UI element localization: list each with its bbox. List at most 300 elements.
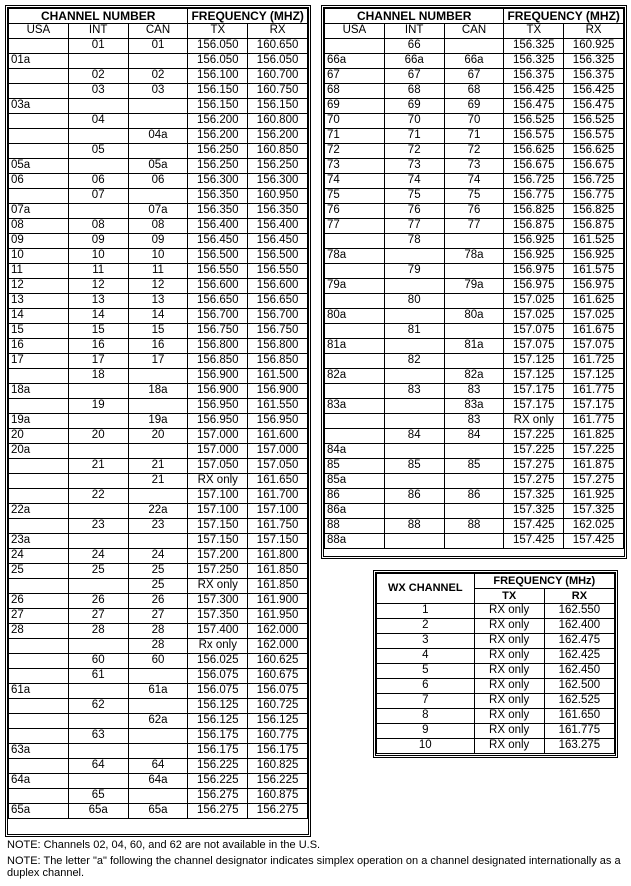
- table-cell: 161.700: [248, 489, 308, 504]
- table-cell: 162.500: [544, 679, 614, 694]
- table-row: [9, 519, 308, 534]
- col-int: INT: [68, 24, 128, 39]
- table-row: [377, 619, 615, 634]
- table-cell: 157.000: [248, 444, 308, 459]
- table-cell: 156.900: [188, 384, 248, 399]
- table-cell: 11: [9, 264, 69, 279]
- table-cell: [68, 99, 128, 114]
- table-cell: RX only: [474, 739, 544, 754]
- table-cell: 157.250: [188, 564, 248, 579]
- table-cell: RX only: [474, 664, 544, 679]
- table-cell: 161.775: [564, 414, 624, 429]
- table-cell: 156.850: [188, 354, 248, 369]
- table-cell: 23a: [9, 534, 69, 549]
- channel-rows: [9, 39, 308, 819]
- table-cell: 156.225: [248, 774, 308, 789]
- table-cell: 156.950: [188, 414, 248, 429]
- table-cell: 73: [384, 159, 444, 174]
- table-cell: 157.125: [564, 369, 624, 384]
- table-row: [9, 54, 308, 69]
- table-cell: 157.175: [504, 399, 564, 414]
- table-cell: 01: [128, 39, 188, 54]
- table-cell: 65a: [68, 804, 128, 819]
- table-row: [9, 354, 308, 369]
- table-cell: 25: [128, 564, 188, 579]
- table-row: [9, 624, 308, 639]
- table-cell: 156.550: [188, 264, 248, 279]
- table-row: [325, 264, 624, 279]
- table-cell: 69: [325, 99, 385, 114]
- table-cell: 88a: [325, 534, 385, 549]
- table-cell: 22a: [128, 504, 188, 519]
- table-cell: 156.200: [248, 129, 308, 144]
- table-cell: 156.725: [504, 174, 564, 189]
- table-cell: 19a: [9, 414, 69, 429]
- table-cell: 69: [444, 99, 504, 114]
- table-cell: [68, 639, 128, 654]
- table-row: [9, 699, 308, 714]
- table-cell: 156.450: [248, 234, 308, 249]
- table-row: [325, 399, 624, 414]
- table-cell: 156.575: [564, 129, 624, 144]
- table-row: [325, 54, 624, 69]
- table-cell: 157.000: [188, 429, 248, 444]
- table-cell: 157.000: [188, 444, 248, 459]
- table-cell: [128, 99, 188, 114]
- table-cell: 07a: [9, 204, 69, 219]
- table-cell: 7: [377, 694, 475, 709]
- table-cell: 61a: [128, 684, 188, 699]
- table-cell: 80a: [325, 309, 385, 324]
- table-cell: 78a: [325, 249, 385, 264]
- table-cell: 156.375: [504, 69, 564, 84]
- table-cell: 160.650: [248, 39, 308, 54]
- table-cell: 161.575: [564, 264, 624, 279]
- table-cell: [444, 474, 504, 489]
- table-cell: [9, 189, 69, 204]
- table-cell: 20: [68, 429, 128, 444]
- table-cell: 161.950: [248, 609, 308, 624]
- table-cell: 156.700: [248, 309, 308, 324]
- table-cell: 156.125: [188, 699, 248, 714]
- table-cell: 83: [444, 384, 504, 399]
- table-cell: [384, 309, 444, 324]
- table-cell: 160.950: [248, 189, 308, 204]
- table-cell: 157.100: [188, 504, 248, 519]
- table-cell: 3: [377, 634, 475, 649]
- table-cell: 05: [68, 144, 128, 159]
- table-cell: 01: [68, 39, 128, 54]
- table-cell: 156.275: [248, 804, 308, 819]
- table-cell: [128, 114, 188, 129]
- table-cell: [68, 414, 128, 429]
- table-cell: Rx only: [188, 639, 248, 654]
- table-cell: 156.425: [504, 84, 564, 99]
- table-cell: 70: [384, 114, 444, 129]
- wx-channel-table: [373, 570, 618, 758]
- table-cell: 66a: [384, 54, 444, 69]
- table-cell: 156.500: [188, 249, 248, 264]
- table-cell: 160.925: [564, 39, 624, 54]
- table-cell: 86: [384, 489, 444, 504]
- table-cell: [9, 654, 69, 669]
- table-cell: [128, 489, 188, 504]
- table-row: [325, 189, 624, 204]
- table-cell: 156.250: [188, 159, 248, 174]
- table-cell: 156.700: [188, 309, 248, 324]
- table-cell: [68, 444, 128, 459]
- table-row: [9, 549, 308, 564]
- table-cell: 162.550: [544, 604, 614, 619]
- table-cell: 157.025: [504, 294, 564, 309]
- table-row: [325, 174, 624, 189]
- table-cell: [68, 384, 128, 399]
- table-cell: [128, 399, 188, 414]
- table-cell: [68, 159, 128, 174]
- table-cell: 88: [325, 519, 385, 534]
- table-cell: 83a: [325, 399, 385, 414]
- table-row: [325, 144, 624, 159]
- table-cell: [325, 324, 385, 339]
- wx-table: [376, 573, 615, 754]
- table-cell: 156.400: [188, 219, 248, 234]
- table-cell: 24: [68, 549, 128, 564]
- table-cell: 27: [68, 609, 128, 624]
- table-cell: 157.275: [504, 459, 564, 474]
- table-cell: 66a: [325, 54, 385, 69]
- col-int: INT: [384, 24, 444, 39]
- wx-col-tx: TX: [474, 589, 544, 604]
- table-row: [9, 534, 308, 549]
- table-cell: 24: [9, 549, 69, 564]
- table-cell: [325, 39, 385, 54]
- table-row: [9, 414, 308, 429]
- table-cell: 156.050: [188, 39, 248, 54]
- table-cell: 02: [128, 69, 188, 84]
- table-cell: 156.825: [504, 204, 564, 219]
- table-cell: [9, 129, 69, 144]
- table-cell: 81: [384, 324, 444, 339]
- table-cell: 156.575: [504, 129, 564, 144]
- table-cell: 06: [9, 174, 69, 189]
- table-cell: 76: [384, 204, 444, 219]
- table-row: [325, 519, 624, 534]
- table-cell: 68: [444, 84, 504, 99]
- table-cell: [9, 399, 69, 414]
- table-cell: RX only: [474, 649, 544, 664]
- table-row: [9, 234, 308, 249]
- table-row: [325, 219, 624, 234]
- table-cell: 156.125: [248, 714, 308, 729]
- table-cell: 27: [128, 609, 188, 624]
- table-cell: 88: [444, 519, 504, 534]
- table-cell: 156.950: [188, 399, 248, 414]
- channel-number-header: CHANNEL NUMBER: [9, 9, 188, 24]
- table-cell: 08: [9, 219, 69, 234]
- table-cell: 75: [444, 189, 504, 204]
- table-cell: 66a: [444, 54, 504, 69]
- table-row: [325, 279, 624, 294]
- table-cell: 15: [128, 324, 188, 339]
- table-cell: 161.650: [544, 709, 614, 724]
- table-row: [377, 709, 615, 724]
- table-cell: 86: [325, 489, 385, 504]
- table-cell: 156.650: [188, 294, 248, 309]
- table-cell: 20: [9, 429, 69, 444]
- table-row: [377, 739, 615, 754]
- table-row: [325, 444, 624, 459]
- table-cell: 161.600: [248, 429, 308, 444]
- table-cell: 156.350: [248, 204, 308, 219]
- table-cell: 156.275: [188, 804, 248, 819]
- table-cell: 14: [128, 309, 188, 324]
- table-cell: 60: [128, 654, 188, 669]
- table-row: [377, 694, 615, 709]
- table-cell: 156.150: [248, 99, 308, 114]
- table-cell: 162.450: [544, 664, 614, 679]
- table-cell: 162.400: [544, 619, 614, 634]
- table-cell: 61: [68, 669, 128, 684]
- table-row: [9, 309, 308, 324]
- table-cell: [325, 264, 385, 279]
- table-cell: 10: [128, 249, 188, 264]
- table-cell: 157.175: [564, 399, 624, 414]
- table-cell: 10: [377, 739, 475, 754]
- table-cell: [128, 669, 188, 684]
- table-cell: 03: [68, 84, 128, 99]
- table-cell: 13: [68, 294, 128, 309]
- table-cell: 156.400: [248, 219, 308, 234]
- table-cell: 160.800: [248, 114, 308, 129]
- table-cell: 13: [128, 294, 188, 309]
- table-cell: [128, 144, 188, 159]
- table-cell: [384, 399, 444, 414]
- table-cell: [68, 54, 128, 69]
- table-cell: [9, 39, 69, 54]
- table-cell: [9, 699, 69, 714]
- table-cell: 156.525: [564, 114, 624, 129]
- table-cell: 157.150: [248, 534, 308, 549]
- table-cell: [444, 264, 504, 279]
- column-header-row: [325, 24, 624, 39]
- table-cell: 81a: [325, 339, 385, 354]
- table-row: [9, 99, 308, 114]
- table-cell: 70: [444, 114, 504, 129]
- table-cell: 67: [444, 69, 504, 84]
- table-cell: 11: [68, 264, 128, 279]
- table-cell: RX only: [188, 474, 248, 489]
- table-cell: [444, 504, 504, 519]
- table-row: [9, 579, 308, 594]
- table-cell: 12: [9, 279, 69, 294]
- table-cell: 157.025: [504, 309, 564, 324]
- table-cell: 157.325: [504, 489, 564, 504]
- table-row: [325, 474, 624, 489]
- table-cell: [128, 189, 188, 204]
- channel-table: [324, 8, 624, 549]
- table-cell: [384, 474, 444, 489]
- table-cell: 156.775: [504, 189, 564, 204]
- table-cell: 86: [444, 489, 504, 504]
- table-cell: [68, 129, 128, 144]
- table-cell: 71: [325, 129, 385, 144]
- table-cell: 24: [128, 549, 188, 564]
- table-cell: 1: [377, 604, 475, 619]
- table-cell: 76: [325, 204, 385, 219]
- table-row: [325, 159, 624, 174]
- table-cell: [9, 114, 69, 129]
- table-row: [325, 504, 624, 519]
- table-cell: [384, 279, 444, 294]
- table-cell: 26: [9, 594, 69, 609]
- table-cell: [444, 234, 504, 249]
- table-row: [325, 99, 624, 114]
- table-row: [9, 744, 308, 759]
- table-cell: 157.125: [504, 369, 564, 384]
- col-rx: RX: [248, 24, 308, 39]
- table-cell: 156.350: [188, 204, 248, 219]
- table-cell: 161.775: [544, 724, 614, 739]
- table-cell: 65a: [128, 804, 188, 819]
- table-cell: 17: [128, 354, 188, 369]
- col-usa: USA: [325, 24, 385, 39]
- table-cell: 25: [128, 579, 188, 594]
- table-cell: 157.425: [504, 534, 564, 549]
- group-header-row: [9, 9, 308, 24]
- table-cell: 12: [68, 279, 128, 294]
- table-cell: 156.600: [248, 279, 308, 294]
- table-row: [325, 294, 624, 309]
- table-cell: 07a: [128, 204, 188, 219]
- table-cell: 77: [384, 219, 444, 234]
- table-cell: [128, 699, 188, 714]
- table-cell: 17: [68, 354, 128, 369]
- table-cell: 05a: [9, 159, 69, 174]
- table-cell: [325, 294, 385, 309]
- table-cell: 61a: [9, 684, 69, 699]
- table-cell: 04: [68, 114, 128, 129]
- table-row: [325, 129, 624, 144]
- table-cell: 80: [384, 294, 444, 309]
- table-cell: 162.425: [544, 649, 614, 664]
- table-cell: 85a: [325, 474, 385, 489]
- table-cell: 157.275: [504, 474, 564, 489]
- table-cell: 163.275: [544, 739, 614, 754]
- table-cell: 156.675: [564, 159, 624, 174]
- table-cell: 72: [384, 144, 444, 159]
- table-cell: 72: [444, 144, 504, 159]
- table-cell: 19: [68, 399, 128, 414]
- table-cell: 75: [325, 189, 385, 204]
- table-cell: 157.300: [188, 594, 248, 609]
- table-cell: 162.475: [544, 634, 614, 649]
- table-cell: 156.625: [504, 144, 564, 159]
- table-cell: 23: [128, 519, 188, 534]
- table-cell: 75: [384, 189, 444, 204]
- table-cell: [68, 474, 128, 489]
- table-cell: 156.925: [564, 249, 624, 264]
- table-cell: 156.050: [188, 54, 248, 69]
- table-cell: 02: [68, 69, 128, 84]
- table-row: [9, 339, 308, 354]
- table-row: [9, 609, 308, 624]
- table-cell: [325, 384, 385, 399]
- table-cell: [128, 534, 188, 549]
- table-cell: 161.675: [564, 324, 624, 339]
- table-cell: 156.325: [504, 39, 564, 54]
- table-cell: 23: [68, 519, 128, 534]
- table-cell: 156.800: [188, 339, 248, 354]
- table-row: [325, 354, 624, 369]
- table-cell: 73: [444, 159, 504, 174]
- table-cell: 16: [128, 339, 188, 354]
- table-cell: 76: [444, 204, 504, 219]
- channel-table-left: [5, 5, 311, 837]
- col-tx: TX: [188, 24, 248, 39]
- table-row: [9, 39, 308, 54]
- table-cell: 156.175: [248, 744, 308, 759]
- table-cell: 88: [384, 519, 444, 534]
- table-cell: 160.875: [248, 789, 308, 804]
- table-row: [377, 664, 615, 679]
- table-row: [325, 369, 624, 384]
- table-cell: 62a: [128, 714, 188, 729]
- table-cell: 21: [128, 459, 188, 474]
- table-row: [9, 444, 308, 459]
- table-cell: RX only: [474, 634, 544, 649]
- table-cell: 71: [384, 129, 444, 144]
- table-cell: 160.725: [248, 699, 308, 714]
- table-cell: [9, 459, 69, 474]
- table-cell: 69: [384, 99, 444, 114]
- table-row: [9, 459, 308, 474]
- table-cell: 156.125: [188, 714, 248, 729]
- table-cell: 67: [384, 69, 444, 84]
- table-row: [9, 474, 308, 489]
- table-row: [9, 759, 308, 774]
- table-cell: [9, 759, 69, 774]
- table-cell: 161.775: [564, 384, 624, 399]
- table-cell: 157.225: [504, 429, 564, 444]
- table-cell: 156.600: [188, 279, 248, 294]
- table-cell: [68, 774, 128, 789]
- table-cell: 08: [128, 219, 188, 234]
- table-cell: 161.800: [248, 549, 308, 564]
- table-cell: [9, 519, 69, 534]
- table-cell: 156.900: [188, 369, 248, 384]
- table-cell: [325, 234, 385, 249]
- table-cell: 156.675: [504, 159, 564, 174]
- table-cell: 06: [68, 174, 128, 189]
- table-cell: 06: [128, 174, 188, 189]
- table-cell: [128, 54, 188, 69]
- table-cell: 156.200: [188, 129, 248, 144]
- column-header-row: [9, 24, 308, 39]
- table-cell: 09: [68, 234, 128, 249]
- table-cell: 26: [128, 594, 188, 609]
- table-cell: 01a: [9, 54, 69, 69]
- table-cell: 27: [9, 609, 69, 624]
- table-cell: 63: [68, 729, 128, 744]
- table-cell: 157.050: [188, 459, 248, 474]
- table-cell: 04a: [128, 129, 188, 144]
- table-cell: [444, 324, 504, 339]
- table-cell: 157.050: [248, 459, 308, 474]
- table-cell: 20: [128, 429, 188, 444]
- table-cell: 16: [68, 339, 128, 354]
- table-row: [9, 219, 308, 234]
- table-row: [9, 369, 308, 384]
